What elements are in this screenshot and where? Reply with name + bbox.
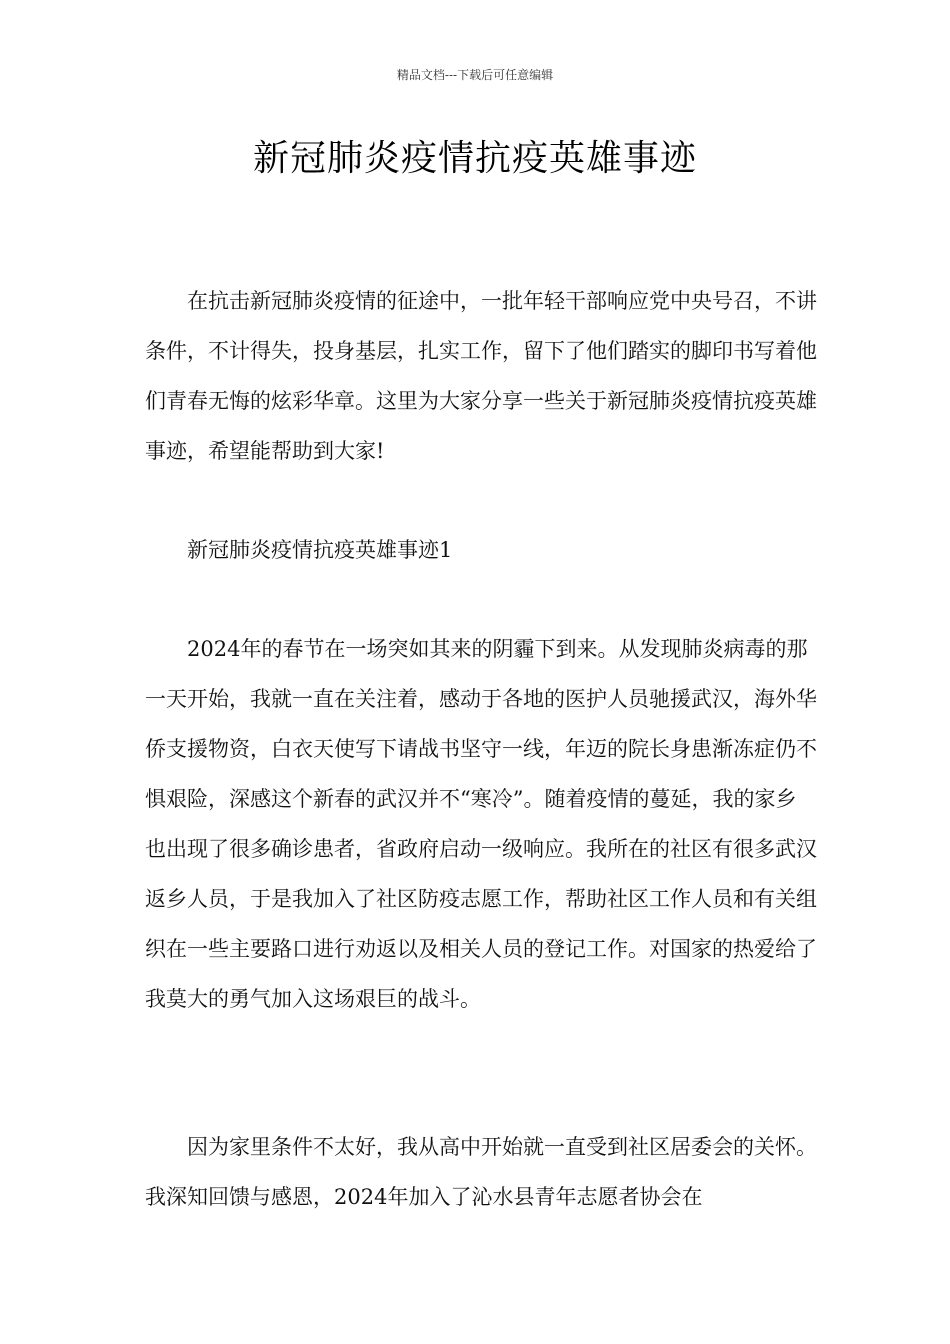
document-title: 新冠肺炎疫情抗疫英雄事迹 xyxy=(252,138,697,179)
body-paragraph: 2024年的春节在一场突如其来的阴霾下到来。从发现肺炎病毒的那一天开始，我就一直在关注着，感动于各地的医护人员驰援武汉，海外华侨支援物资，白衣天使写下请战书坚守一线，年迈的院长身患渐冻症仍不惧艰险，深感这个新春的武汉并不“寒冷”。随着疫情的蔓延，我的家乡也出现了很多确诊患者，省政府启动一级响应。我所在的社区有很多武汉返乡人员，于是我加入了社区防疫志愿工作，帮助社区工作人员和有关组织在一些主要路口进行劝返以及相关人员的登记工作。对国家的热爱给了我莫大的勇气加入这场艰巨的战斗。 xyxy=(145,637,817,1011)
header-note: 精品文档---下载后可任意编辑 xyxy=(396,68,554,82)
section-heading: 新冠肺炎疫情抗疫英雄事迹1 xyxy=(187,538,453,562)
body-paragraph: 因为家里条件不太好，我从高中开始就一直受到社区居委会的关怀。我深知回馈与感恩，2024年加入了沁水县青年志愿者协会在 xyxy=(145,1135,817,1209)
intro-paragraph: 在抗击新冠肺炎疫情的征途中，一批年轻干部响应党中央号召，不讲条件，不计得失，投身基层，扎实工作，留下了他们踏实的脚印书写着他们青春无悔的炫彩华章。这里为大家分享一些关于新冠肺炎疫情抗疫英雄事迹，希望能帮助到大家! xyxy=(145,289,817,463)
